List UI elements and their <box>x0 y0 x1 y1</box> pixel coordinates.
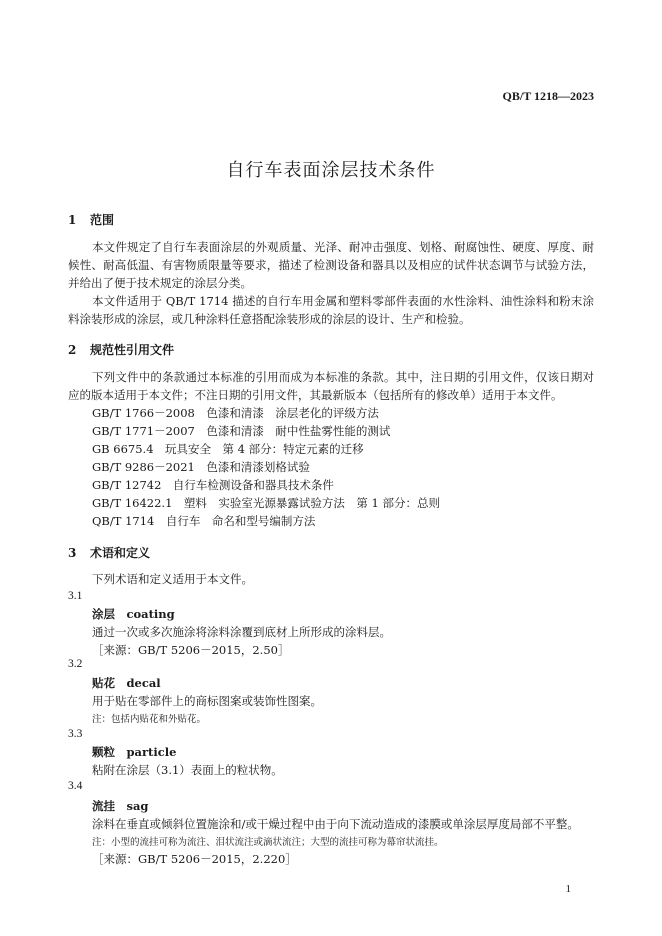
reference-item: GB/T 1771－2007 色漆和清漆 耐中性盐雾性能的测试 <box>92 424 391 438</box>
terms-intro: 下列术语和定义适用于本文件。 <box>92 572 253 586</box>
reference-item: GB/T 12742 自行车检测设备和器具技术条件 <box>92 478 334 492</box>
document-title: 自行车表面涂层技术条件 <box>226 160 436 181</box>
term-definition: 通过一次或多次施涂将涂料涂覆到底材上所形成的涂料层。 <box>92 625 391 639</box>
term-title: 涂层 coating <box>92 607 175 621</box>
section-heading-terms <box>68 544 150 561</box>
section-heading-scope <box>68 211 114 228</box>
scope-paragraph-2: 本文件适用于 QB/T 1714 描述的自行车用金属和塑料零部件表面的水性涂料、油性涂料和粉末涂料涂装形成的涂层，或几种涂料任意搭配涂装形成的涂层的设计、生产和检验。 <box>68 294 594 326</box>
term-definition: 粘附在涂层（3.1）表面上的粒状物。 <box>92 763 283 777</box>
term-title: 颗粒 particle <box>92 745 177 759</box>
reference-item: QB/T 1714 自行车 命名和型号编制方法 <box>92 514 316 528</box>
references-intro: 下列文件中的条款通过本标准的引用而成为本标准的条款。其中，注日期的引用文件，仅该日期对应的版本适用于本文件；不注日期的引用文件，其最新版本（包括所有的修改单）适用于本文件。 <box>68 370 594 402</box>
section-heading-references <box>68 341 174 358</box>
term-note: 注：小型的流挂可称为流注、泪状流注或滴状流注；大型的流挂可称为幕帘状流挂。 <box>92 837 444 848</box>
term-title: 贴花 decal <box>92 676 161 690</box>
clause-number: 3.3 <box>68 728 83 740</box>
section-title: 术语和定义 <box>90 546 151 560</box>
reference-item: GB/T 1766－2008 色漆和清漆 涂层老化的评级方法 <box>92 406 379 420</box>
term-source: ［来源：GB/T 5206－2015，2.220］ <box>92 852 297 866</box>
section-title: 规范性引用文件 <box>90 343 175 357</box>
term-definition: 涂料在垂直或倾斜位置施涂和/或干燥过程中由于向下流动造成的漆膜或单涂层厚度局部不平整。 <box>92 817 579 831</box>
section-number: 1 <box>68 213 77 227</box>
scope-paragraph-1: 本文件规定了自行车表面涂层的外观质量、光泽、耐冲击强度、划格、耐腐蚀性、硬度、厚度、耐候性、耐高低温、有害物质限量等要求，描述了检测设备和器具以及相应的试件状态调节与试验方法，并给出了便于技术规定的涂层分类。 <box>68 240 594 290</box>
section-title: 范围 <box>90 213 115 227</box>
document-code: QB/T 1218—2023 <box>502 89 594 103</box>
section-number: 2 <box>68 343 77 357</box>
reference-item: GB/T 9286－2021 色漆和清漆划格试验 <box>92 460 310 474</box>
page-number: 1 <box>565 883 571 895</box>
clause-number: 3.4 <box>68 780 83 792</box>
term-source: ［来源：GB/T 5206－2015，2.50］ <box>92 643 290 657</box>
section-number: 3 <box>68 546 77 560</box>
term-title: 流挂 sag <box>92 799 149 813</box>
reference-item: GB 6675.4 玩具安全 第 4 部分：特定元素的迁移 <box>92 442 364 456</box>
clause-number: 3.2 <box>68 658 83 670</box>
reference-item: GB/T 16422.1 塑料 实验室光源暴露试验方法 第 1 部分：总则 <box>92 496 441 510</box>
clause-number: 3.1 <box>68 590 83 602</box>
term-definition: 用于贴在零部件上的商标图案或装饰性图案。 <box>92 694 322 708</box>
term-note: 注：包括内贴花和外贴花。 <box>92 714 207 725</box>
